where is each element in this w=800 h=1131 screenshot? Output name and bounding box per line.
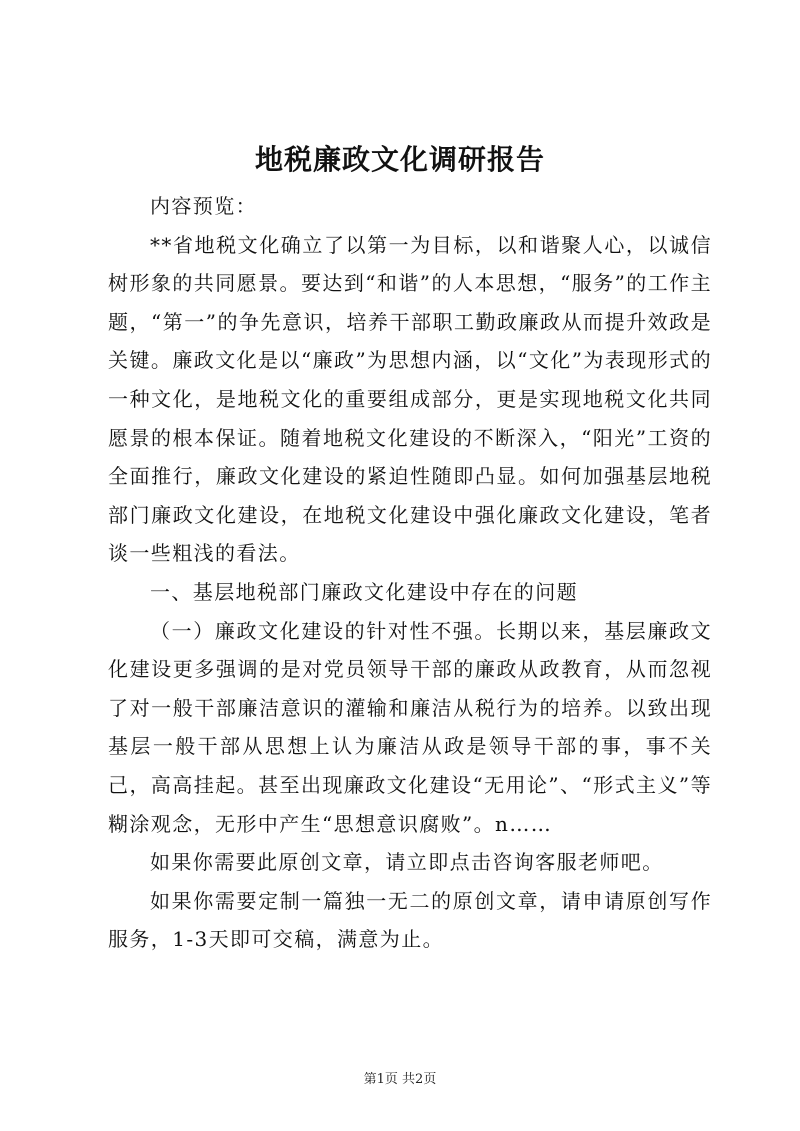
contact-paragraph: 如果你需要此原创文章，请立即点击咨询客服老师吧。: [150, 850, 664, 875]
section-heading: 一、基层地税部门廉政文化建设中存在的问题: [150, 579, 578, 604]
document-title: 地税廉政文化调研报告: [254, 143, 545, 176]
preview-label: 内容预览：: [150, 194, 257, 218]
intro-paragraph: **省地税文化确立了以第一为目标，以和谐聚人心，以诚信树形象的共同愿景。要达到“和谐”的人本思想，“服务”的工作主题，“第一”的争先意识，培养干部职工勤政廉政从而提升效政是关键。廉政文化是以“廉政”为思想内涵，以“文化”为表现形式的一种文化，是地税文化的重要组成部分，更是实现地税文化共同愿景的根本保证。随着地税文化建设的不断深入，“阳光”工资的全面推行，廉政文化建设的紧迫性随即凸显。如何加强基层地税部门廉政文化建设，在地税文化建设中强化廉政文化建设，笔者谈一些粗浅的看法。: [108, 232, 712, 566]
document-body: [108, 187, 712, 959]
custom-service-paragraph: 如果你需要定制一篇独一无二的原创文章，请申请原创写作服务，1-3天即可交稿，满意为止。: [108, 888, 712, 952]
page-footer: 第1页 共2页: [363, 1072, 437, 1087]
issue-paragraph: （一）廉政文化建设的针对性不强。长期以来，基层廉政文化建设更多强调的是对党员领导干部的廉政从政教育，从而忽视了对一般干部廉洁意识的灌输和廉洁从税行为的培养。以致出现基层一般干部从思想上认为廉洁从政是领导干部的事，事不关己，高高挂起。甚至出现廉政文化建设“无用论”、“形式主义”等糊涂观念，无形中产生“思想意识腐败”。n……: [108, 618, 712, 836]
